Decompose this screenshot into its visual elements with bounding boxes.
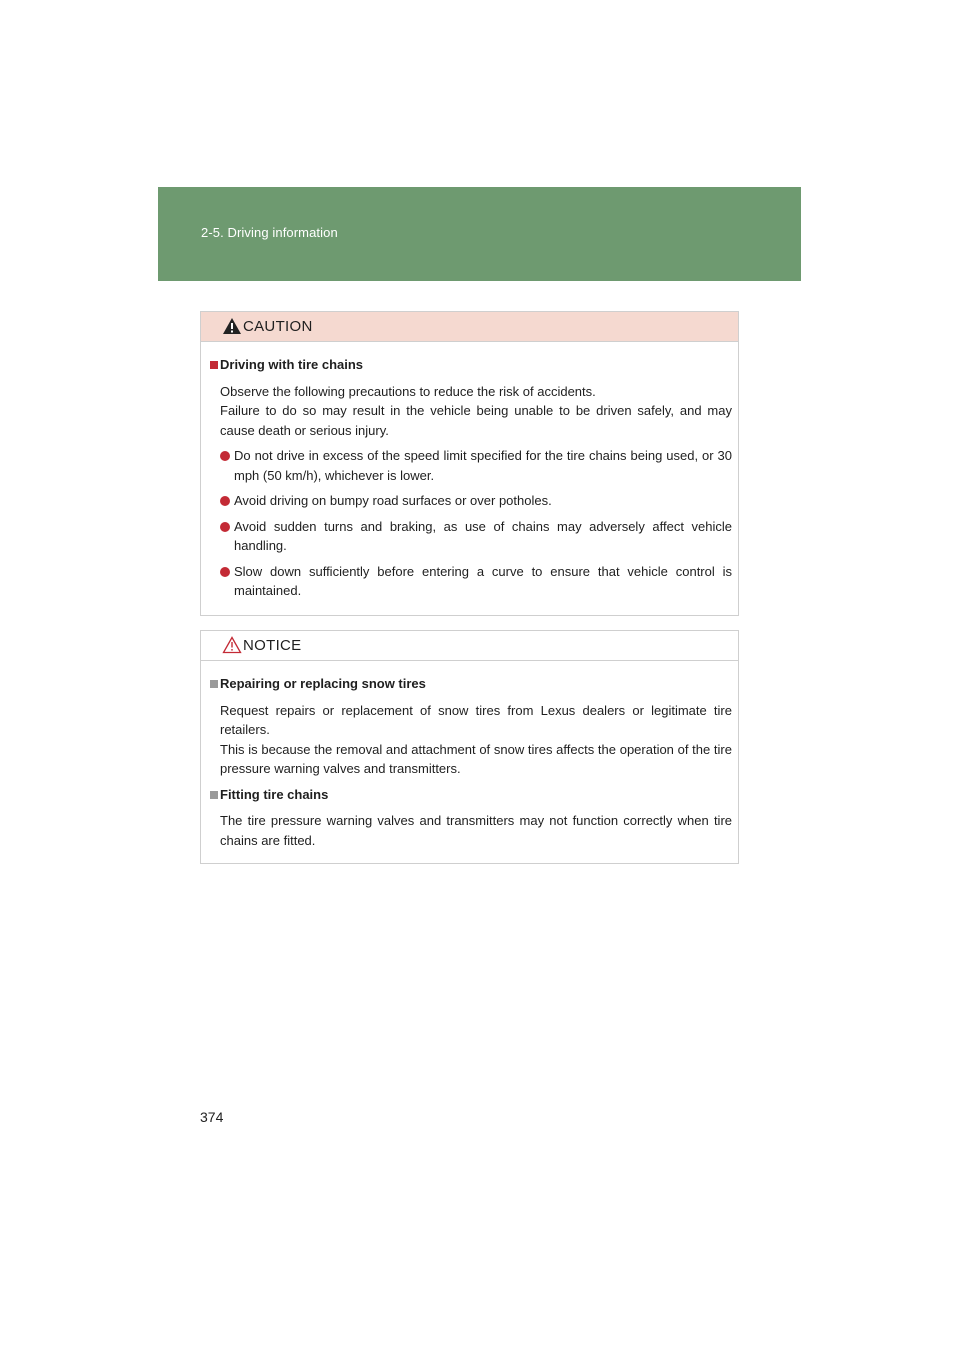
caution-bullet-list (220, 446, 732, 601)
warning-triangle-icon (222, 317, 242, 335)
notice-subheading (210, 674, 732, 694)
header-band (158, 187, 801, 281)
caution-subheading (210, 355, 732, 375)
caution-bullet (220, 491, 732, 511)
bullet-dot-icon (220, 567, 230, 577)
notice-section (210, 674, 732, 779)
warning-triangle-outline-icon (222, 636, 242, 654)
bullet-dot-icon (220, 522, 230, 532)
section-title: 2-5. Driving information (201, 225, 338, 240)
notice-heading-text: Fitting tire chains (220, 786, 329, 802)
bullet-dot-icon (220, 496, 230, 506)
caution-bullet-text: Avoid driving on bumpy road surfaces or over potholes. (234, 493, 552, 508)
notice-title: NOTICE (243, 637, 302, 654)
bullet-dot-icon (220, 451, 230, 461)
notice-heading-text: Repairing or replacing snow tires (220, 676, 426, 691)
notice-line: This is because the removal and attachment of snow tires affects the operation of the tire pressure warning valves and transmitters. (220, 741, 732, 776)
notice-body (201, 661, 738, 850)
caution-heading-text: Driving with tire chains (220, 357, 364, 372)
caution-title: CAUTION (243, 318, 313, 335)
caution-intro-line1: Observe the following precautions to reduce the risk of accidents. (220, 383, 596, 399)
caution-bullet-text: Slow down sufficiently before entering a curve to ensure that vehicle control is maintained. (234, 563, 732, 598)
square-bullet-icon (210, 791, 218, 799)
caution-bullet (220, 446, 732, 485)
caution-body (201, 342, 738, 601)
notice-header (201, 631, 738, 661)
caution-intro-line2: Failure to do so may result in the vehicle being unable to be driven safely, and may cause death or serious injury. (220, 403, 732, 438)
page-number: 374 (200, 1109, 224, 1125)
square-bullet-icon (210, 680, 218, 688)
notice-section (210, 785, 732, 851)
notice-box (200, 630, 739, 864)
caution-bullet-text: Avoid sudden turns and braking, as use of chains may adversely affect vehicle handling. (234, 518, 732, 553)
caution-bullet (220, 562, 732, 601)
square-bullet-icon (210, 361, 218, 369)
caution-bullet (220, 517, 732, 556)
caution-bullet-text: Do not drive in excess of the speed limit specified for the tire chains being used, or 30 mph (50 km/h), whichever is lower. (234, 448, 732, 483)
notice-line: The tire pressure warning valves and transmitters may not function correctly when tire chains are fitted. (220, 813, 732, 848)
caution-header (201, 312, 738, 342)
notice-line: Request repairs or replacement of snow tires from Lexus dealers or legitimate tire retailers. (220, 702, 732, 737)
caution-box (200, 311, 739, 616)
notice-subheading (210, 785, 732, 805)
